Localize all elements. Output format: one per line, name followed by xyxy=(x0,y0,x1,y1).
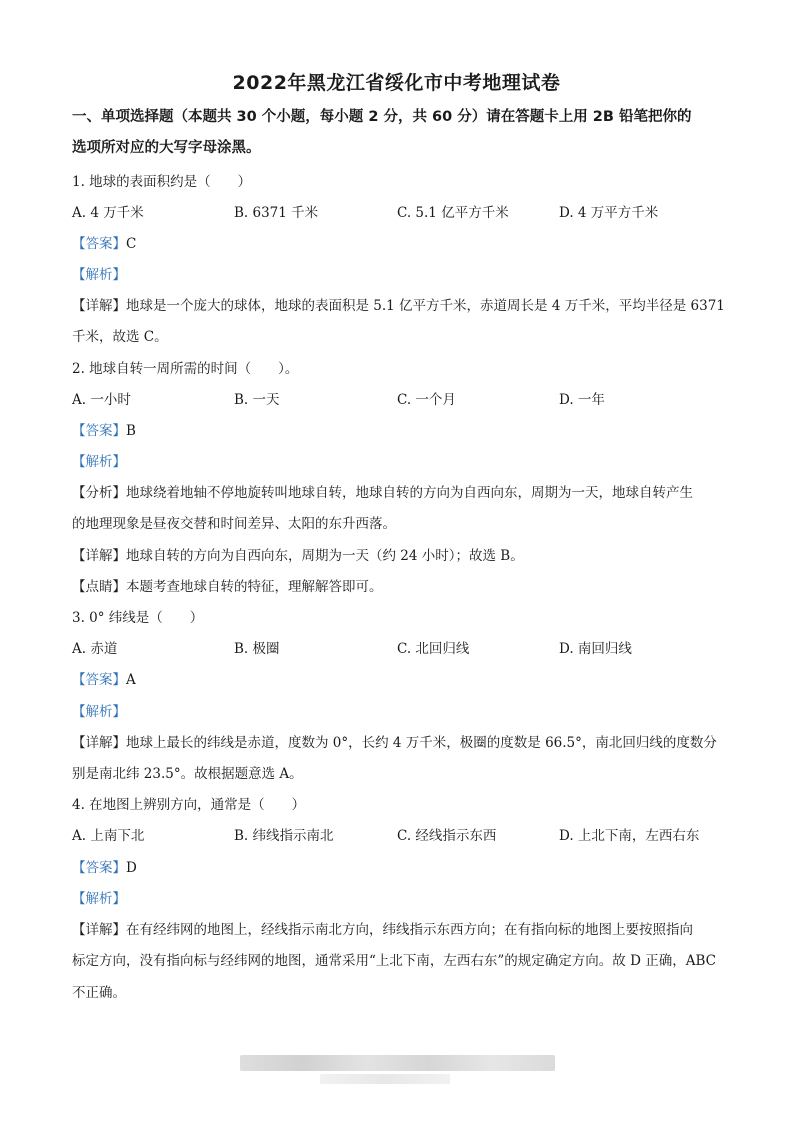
question-4-stem: 4. 在地图上辨别方向，通常是（ ） xyxy=(72,797,306,813)
analysis-tag: 【解析】 xyxy=(72,891,126,907)
q1-detail-line1 xyxy=(72,296,732,316)
q2-option-a: A. 一小时 xyxy=(72,392,131,408)
blurred-footer-watermark xyxy=(240,1055,555,1071)
q2-option-c: C. 一个月 xyxy=(397,392,456,408)
question-2-stem: 2. 地球自转一周所需的时间（ ）。 xyxy=(72,361,299,377)
detail-tag: 【详解】 xyxy=(72,922,126,938)
q2-detail-text: 地球自转的方向为自西向东，周期为一天（约 24 小时）；故选 B。 xyxy=(126,548,524,564)
analysis-tag: 【解析】 xyxy=(72,704,126,720)
dianjing-tag: 【点睛】 xyxy=(72,579,126,595)
q4-detail-line1 xyxy=(72,920,732,940)
q1-option-b: B. 6371 千米 xyxy=(234,205,319,221)
q4-option-d: D. 上北下南，左西右东 xyxy=(559,828,700,844)
q3-detail-line1 xyxy=(72,733,732,753)
analysis-tag: 【解析】 xyxy=(72,267,126,283)
q2-detail xyxy=(72,546,732,566)
q1-analysis-heading xyxy=(72,265,732,285)
q3-detail-line2: 别是南北纬 23.5°。故根据题意选 A。 xyxy=(72,766,303,782)
q4-detail-line2: 标定方向，没有指向标与经纬网的地图，通常采用“上北下南，左西右东”的规定确定方向。故 D 正确，ABC xyxy=(72,953,716,969)
section-heading-line2: 选项所对应的大写字母涂黑。 xyxy=(72,140,261,156)
q2-fenxi-text1: 地球绕着地轴不停地旋转叫地球自转，地球自转的方向为自西向东，周期为一天，地球自转产生 xyxy=(126,485,693,501)
page-title: 2022年黑龙江省绥化市中考地理试卷 xyxy=(232,72,561,94)
q4-option-b: B. 纬线指示南北 xyxy=(234,828,334,844)
q2-dianjing-text: 本题考查地球自转的特征，理解解答即可。 xyxy=(126,579,383,595)
question-3-stem: 3. 0° 纬线是（ ） xyxy=(72,610,204,626)
q4-option-c: C. 经线指示东西 xyxy=(397,828,497,844)
q2-dianjing xyxy=(72,577,732,597)
q3-detail-text1: 地球上最长的纬线是赤道，度数为 0°，长约 4 万千米，极圈的度数是 66.5°，南北回归线的度数分 xyxy=(126,735,717,751)
section-heading-line1: 一、单项选择题（本题共 30 个小题，每小题 2 分，共 60 分）请在答题卡上用 2B 铅笔把你的 xyxy=(72,109,692,125)
answer-tag: 【答案】 xyxy=(72,860,126,876)
q2-option-d: D. 一年 xyxy=(559,392,605,408)
q2-option-b: B. 一天 xyxy=(234,392,280,408)
q2-analysis-heading xyxy=(72,452,732,472)
q1-detail-line2: 千米，故选 C。 xyxy=(72,329,168,345)
q1-detail-text1: 地球是一个庞大的球体，地球的表面积是 5.1 亿平方千米，赤道周长是 4 万千米，平均半径是 6371 xyxy=(126,298,725,314)
detail-tag: 【详解】 xyxy=(72,298,126,314)
q4-option-a: A. 上南下北 xyxy=(72,828,145,844)
q4-detail-line3: 不正确。 xyxy=(72,985,126,1001)
question-1-stem: 1. 地球的表面积约是（ ） xyxy=(72,174,252,190)
q1-option-c: C. 5.1 亿平方千米 xyxy=(397,205,509,221)
answer-tag: 【答案】 xyxy=(72,423,126,439)
q3-option-b: B. 极圈 xyxy=(234,641,280,657)
section-heading xyxy=(72,102,732,164)
q3-option-d: D. 南回归线 xyxy=(559,641,632,657)
fenxi-tag: 【分析】 xyxy=(72,485,126,501)
q4-answer xyxy=(72,858,732,878)
analysis-tag: 【解析】 xyxy=(72,454,126,470)
q3-option-a: A. 赤道 xyxy=(72,641,118,657)
q3-answer-value: A xyxy=(126,672,136,688)
q3-analysis-heading xyxy=(72,702,732,722)
q1-answer xyxy=(72,234,732,254)
q3-option-c: C. 北回归线 xyxy=(397,641,470,657)
q3-answer xyxy=(72,670,732,690)
detail-tag: 【详解】 xyxy=(72,548,126,564)
answer-tag: 【答案】 xyxy=(72,236,126,252)
detail-tag: 【详解】 xyxy=(72,735,126,751)
q4-answer-value: D xyxy=(126,860,137,876)
q1-option-d: D. 4 万平方千米 xyxy=(559,205,659,221)
q2-answer-value: B xyxy=(126,423,136,439)
q1-answer-value: C xyxy=(126,236,137,252)
q2-answer xyxy=(72,421,732,441)
q2-fenxi-line2: 的地理现象是昼夜交替和时间差异、太阳的东升西落。 xyxy=(72,516,396,532)
q4-analysis-heading xyxy=(72,889,732,909)
blurred-footer-watermark-2 xyxy=(320,1074,450,1084)
q2-fenxi-line1 xyxy=(72,483,732,503)
q4-detail-text1: 在有经纬网的地图上，经线指示南北方向，纬线指示东西方向；在有指向标的地图上要按照指向 xyxy=(126,922,693,938)
answer-tag: 【答案】 xyxy=(72,672,126,688)
q1-option-a: A. 4 万千米 xyxy=(72,205,144,221)
